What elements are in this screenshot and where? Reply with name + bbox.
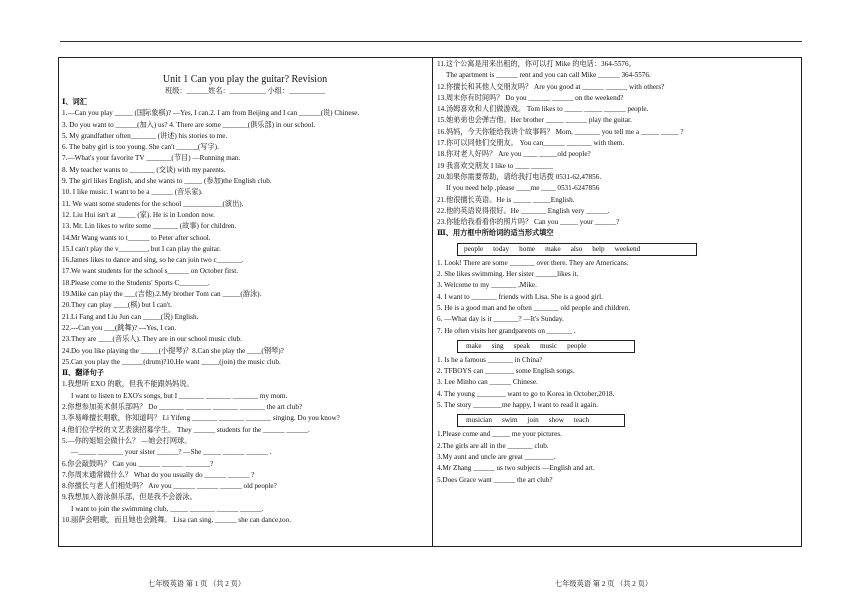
vocab-question: 7.—What's your favorite TV _______(节目) —Running man. (62, 154, 241, 163)
translate-question: 19 我喜欢交朋友 I like to ____ ______ (437, 161, 553, 170)
fill-question: 5.Does Grace want ______ the art club? (437, 475, 553, 484)
fill-question: 5. The story ________me happy, I want to read it again. (437, 401, 598, 410)
vocab-question: 12. Liu Hui isn't at _____ (家). He is in London now. (62, 210, 215, 219)
fill-question: 2.The girls are all in the _______ club. (437, 441, 549, 450)
translate-question: 9.我想加入游泳俱乐部，但是我不会游泳。 (62, 493, 197, 502)
vocab-question: 23.They are ____(音乐人). They are in our school music club. (62, 335, 242, 344)
fill-question: 2. She likes swimming. Her sister ______likes it. (437, 270, 579, 279)
vocab-question: 20.They can play ____(棋) but I can't. (62, 301, 172, 310)
word-box-1-questions (437, 258, 799, 337)
student-info-line: 班级：______姓名：__________ 小组：__________ (165, 87, 325, 95)
translate-question: 1.我想听 EXO 的歌，但我不能跟妈妈说。 (62, 380, 194, 389)
translate-question: 8.你擅长与老人们相处吗？ Are you ______ ______ ______ old people? (62, 482, 277, 491)
translate-question: I want to listen to EXO's songs, but I _______ _______ _______ my mom. (71, 391, 288, 400)
translate-question: 18.你对老人好吗？ Are you ____ _____old people? (437, 150, 591, 159)
translate-question: 14.汤姆喜欢和人们做游戏。 Tom likes to _____ _____ ______ people. (437, 105, 649, 114)
fill-question: 4.Mr Zhang ______ us two subjects —English and art. (437, 464, 595, 473)
word-option: people (464, 244, 484, 253)
translate-question: If you need help ,please ____me ____ 0531-6247856 (446, 184, 600, 193)
vocab-list (62, 108, 428, 368)
word-option: home (519, 244, 536, 253)
left-column (62, 73, 428, 526)
translate-question: 12.你擅长和其他人交朋友吗？ Are you good at ______ ______ with others? (437, 82, 665, 91)
vocab-question: 14.Mr Wang wants to t______ to Peter after school. (62, 233, 211, 242)
vocab-question: 5. My grandfather often_______ (讲述) his stories to me. (62, 131, 228, 140)
vocab-question: 10. I like music. I want to be a ______ (音乐家). (62, 188, 203, 197)
word-option: musician (466, 416, 492, 425)
fill-question: 4. The young ________ want to go to Korea in October,2018. (437, 389, 615, 398)
vocab-question: 16.James likes to dance and sing, so he can join two c_______. (62, 256, 244, 265)
vocab-question: 6. The baby girl is too young. She can't ______(写字). (62, 143, 219, 152)
word-option: teach (573, 416, 590, 425)
section-translate-heading: Ⅱ、翻译句子 (62, 369, 104, 378)
translate-question: 22.他的英语说得很好。He _______ English very ______. (437, 206, 610, 215)
word-option: music (539, 341, 558, 350)
word-option: people (567, 341, 587, 350)
word-box-2-questions (437, 355, 799, 411)
fill-question: 3. Welcome to my _______ ,Mike. (437, 281, 537, 290)
translate-question: I want to join the swimming club, _____ _______ ______ ______. (71, 504, 264, 513)
vocab-question: 15.I can't play the v________, but I can play the guitar. (62, 244, 221, 253)
vocab-question: 1.—Can you play _____ (国际象棋)? —Yes, I can.2. I am from Beijing and I can ______(说) Chinese. (62, 109, 360, 118)
vocab-question: 11. We want some students for the school ___________(演出). (62, 199, 244, 208)
fill-question: 1.Please come and _____ me your pictures. (437, 430, 562, 439)
translate-question: 6.你会敲鼓吗？ Can you ______ ______ _______? (62, 459, 214, 468)
top-rule (60, 41, 802, 42)
fill-question: 4. I want to _______ friends with Lisa. She is a good girl. (437, 292, 603, 301)
fill-question: 1. Is he a famous _______ in China? (437, 355, 543, 364)
translate-question: 7.你周末通常做什么？ What do you usually do ______ ______ ? (62, 470, 255, 479)
translate-question: 2.你想参加美术俱乐部吗？ Do _______ _______ _______ _______ the art club? (62, 403, 303, 412)
vocab-question: 18.Please come to the Students' Sports C________. (62, 278, 210, 287)
vocab-question: 17.We want students for the school s______ on October first. (62, 267, 239, 276)
translate-question: 16.妈妈，今天你能给我讲个故事吗？ Mom, _______ you tell me a _____ _____ ? (437, 127, 684, 136)
word-option: today (493, 244, 510, 253)
fill-question: 3.My aunt and uncle are great ________. (437, 452, 556, 461)
translate-question: 5.—你的姐姐会做什么？ —她会打网球。 (62, 436, 192, 445)
right-column (437, 59, 799, 486)
word-option: speak (513, 341, 530, 350)
vocab-question: 13. Mr. Lin likes to write some _______ (故事) for children. (62, 222, 237, 231)
vocab-question: 24.Do you like playing the _____(小提琴)？8.Can she play the ____(钢琴)? (62, 346, 284, 355)
translate-list-continued (437, 59, 799, 228)
word-box-2 (457, 340, 635, 353)
vocab-question: 8. My teacher wants to _______ (交谈) with my parents. (62, 165, 226, 174)
translate-question: 11.这个公寓是用来出租的，你可以打 Mike 的电话：364-5576。 (437, 60, 636, 68)
word-option: help (592, 244, 605, 253)
translate-question: 23.你能给我看看你的照片吗？ Can you _____ your ______? (437, 218, 620, 227)
vocab-question: 25.Can you play the ______(drum)?10.He want _____(join) the music club. (62, 357, 281, 366)
fill-question: 2. TFBOYS can ________ some English songs. (437, 367, 575, 376)
translate-question: 15.她弟弟也会弹吉他。Her brother _____ ______ play the guitar. (437, 116, 632, 125)
translate-question: 10.丽萨会唱歌，而且她也会跳舞。 Lisa can sing, ______ she can dance,too. (62, 515, 291, 524)
translate-question: 21.他很擅长英语。He is _____ _____English. (437, 195, 575, 204)
vocab-question: 3. Do you want to ______(加入) us? 4. There are some _______(俱乐部) in our school. (62, 120, 316, 129)
translate-question: 17.你可以同他们交朋友。 You can______ _______ with them. (437, 139, 625, 148)
word-option: join (527, 416, 539, 425)
word-option: swim (501, 416, 518, 425)
translate-question: 20.如果你需要帮助，请给我打电话拨 0531-62,47856. (437, 172, 602, 181)
section-vocab-heading: Ⅰ、词汇 (62, 98, 87, 106)
translate-question: 13.周末你有时间吗？ Do you ______ ______ on the weekend? (437, 93, 624, 102)
vocab-question: 19.Mike can play the ___(吉他).2.My brother Tom can _____(游泳). (62, 290, 262, 299)
vocab-question: 9. The girl likes English, and she wants to _____ (参加)the English club. (62, 177, 272, 186)
translate-question: 4.他们位学校的文艺表演招募学生。 They ______ students for the ______ ______. (62, 425, 310, 434)
worksheet-title: Unit 1 Can you play the guitar? Revision (162, 74, 328, 85)
word-box-3-questions (437, 429, 799, 485)
word-option: weekend (614, 244, 641, 253)
footer-page-1: 七年级英语 第 1 页 （共 2 页） (148, 580, 246, 588)
fill-question: 3. Lee Minho can ______ Chinese. (437, 378, 538, 387)
fill-question: 1. Look! There are some _______ over there. They are Americans. (437, 258, 629, 267)
word-box-1 (457, 243, 697, 256)
footer-page-2: 七年级英语 第 2 页 （共 2 页） (555, 580, 653, 588)
word-option: make (545, 244, 561, 253)
word-box-3 (457, 414, 625, 427)
fill-question: 7. He often visits her grandparents on _______ . (437, 326, 576, 335)
translate-question: The apartment is ______ rent and you can call Mike ______ 364-5576. (446, 71, 651, 80)
translate-list (62, 379, 428, 526)
word-option: make (466, 341, 482, 350)
column-divider (432, 57, 433, 547)
word-option: sing (491, 341, 504, 350)
fill-question: 5. He is a good man and he often _______ old people and children. (437, 303, 631, 312)
word-option: also (570, 244, 583, 253)
translate-question: 3.李易峰擅长唱歌，你知道吗？ Li Yifeng _______ _______ _______ singing. Do you know? (62, 414, 340, 423)
word-option: show (548, 416, 564, 425)
vocab-question: 21.Li Fang and Liu Jun can _____(说) English. (62, 312, 199, 321)
section-fill-heading: Ⅲ、用方框中所给词的适当形式填空 (437, 229, 554, 238)
fill-question: 6. —What day is it _______? —It's Sunday. (437, 315, 564, 324)
translate-question: —_____ _______ your sister ______? —She _____ ______ ______ . (71, 448, 272, 457)
vocab-question: 22.---Can you ___(跳舞)? ---Yes, I can. (62, 323, 177, 332)
